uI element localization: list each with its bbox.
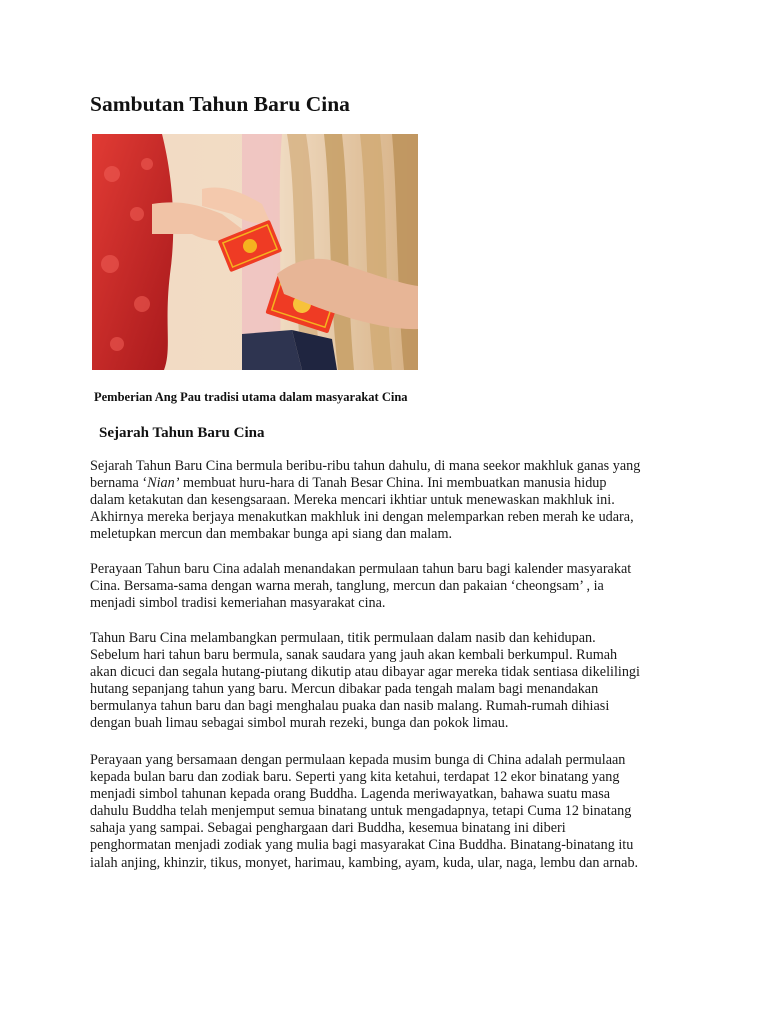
paragraph-line: menjadi simbol tradisi kemeriahan masyarakat cina.	[90, 595, 386, 612]
paragraph-line: dengan buah limau sebagai simbol murah rezeki, bunga dan pokok limau.	[90, 715, 509, 732]
paragraph-line: Sejarah Tahun Baru Cina bermula beribu-ribu tahun dahulu, di mana seekor makhluk ganas yang	[90, 458, 641, 474]
line-text-before: bernama ‘	[90, 475, 148, 492]
paragraph-line: Perayaan yang bersamaan dengan permulaan kepada musim bunga di China adalah permulaan	[90, 752, 626, 768]
paragraph-line: akan dicuci dan segala hutang-piutang dikutip atau dibayar agar mereka tidak sentiasa dikelilingi	[90, 664, 640, 681]
paragraph-line	[90, 475, 690, 492]
paragraph-3	[90, 630, 690, 733]
line-text-after: membuat huru-hara di Tanah Besar China. Ini membuatkan manusia hidup	[179, 475, 607, 492]
paragraph-line: Cina. Bersama-sama dengan warna merah, tanglung, mercun dan pakaian ‘cheongsam’ , ia	[90, 578, 604, 595]
photo-illustration	[92, 134, 418, 370]
paragraph-4	[90, 752, 690, 872]
nian-italic: Nian’	[147, 475, 180, 492]
image-caption: Pemberian Ang Pau tradisi utama dalam masyarakat Cina	[94, 390, 408, 404]
paragraph-2	[90, 561, 690, 612]
paragraph-1	[90, 458, 690, 543]
paragraph-line: Sebelum hari tahun baru bermula, sanak saudara yang jauh akan kembali berkumpul. Rumah	[90, 647, 618, 664]
paragraph-line: menjadi simbol tahunan kepada orang Buddha. Lagenda meriwayatkan, bahawa suatu masa	[90, 786, 611, 803]
paragraph-line: bermulanya tahun baru dan bagi menghalau puaka dan nasib malang. Rumah-rumah dihiasi	[90, 698, 610, 715]
paragraph-line: Perayaan Tahun baru Cina adalah menandakan permulaan tahun baru bagi kalender masyarakat	[90, 561, 632, 577]
paragraph-line: Akhirnya mereka berjaya menakutkan makhluk ini dengan melemparkan reben merah ke udara,	[90, 509, 634, 526]
paragraph-line: dalam ketakutan dan kesengsaraan. Mereka mencari ikhtiar untuk menewaskan makhluk ini.	[90, 492, 615, 509]
ang-pau-photo	[92, 134, 418, 370]
paragraph-line: meletupkan mercun dan membakar bunga api siang dan malam.	[90, 526, 453, 543]
section-heading: Sejarah Tahun Baru Cina	[99, 425, 265, 441]
paragraph-line: ialah anjing, khinzir, tikus, monyet, harimau, kambing, ayam, kuda, ular, naga, lembu dan arnab.	[90, 854, 639, 871]
paragraph-line: kepada bulan baru dan zodiak baru. Seperti yang kita ketahui, terdapat 12 ekor binatang yang	[90, 769, 620, 786]
paragraph-line: sahaja yang sampai. Sebagai penghargaan dari Buddha, kesemua binatang ini diberi	[90, 820, 566, 837]
paragraph-line: Tahun Baru Cina melambangkan permulaan, titik permulaan dalam nasib dan kehidupan.	[90, 630, 596, 646]
paragraph-line: hutang sepanjang tahun yang baru. Mercun dibakar pada tengah malam bagi menandakan	[90, 681, 599, 698]
paragraph-line: dahulu Buddha telah menjemput semua binatang untuk mengadapnya, tetapi Cuma 12 binatang	[90, 803, 632, 820]
paragraph-line: penghormatan menjadi zodiak yang mulia bagi masyarakat Cina Buddha. Binatang-binatang itu	[90, 837, 634, 854]
document-title: Sambutan Tahun Baru Cina	[90, 92, 350, 116]
